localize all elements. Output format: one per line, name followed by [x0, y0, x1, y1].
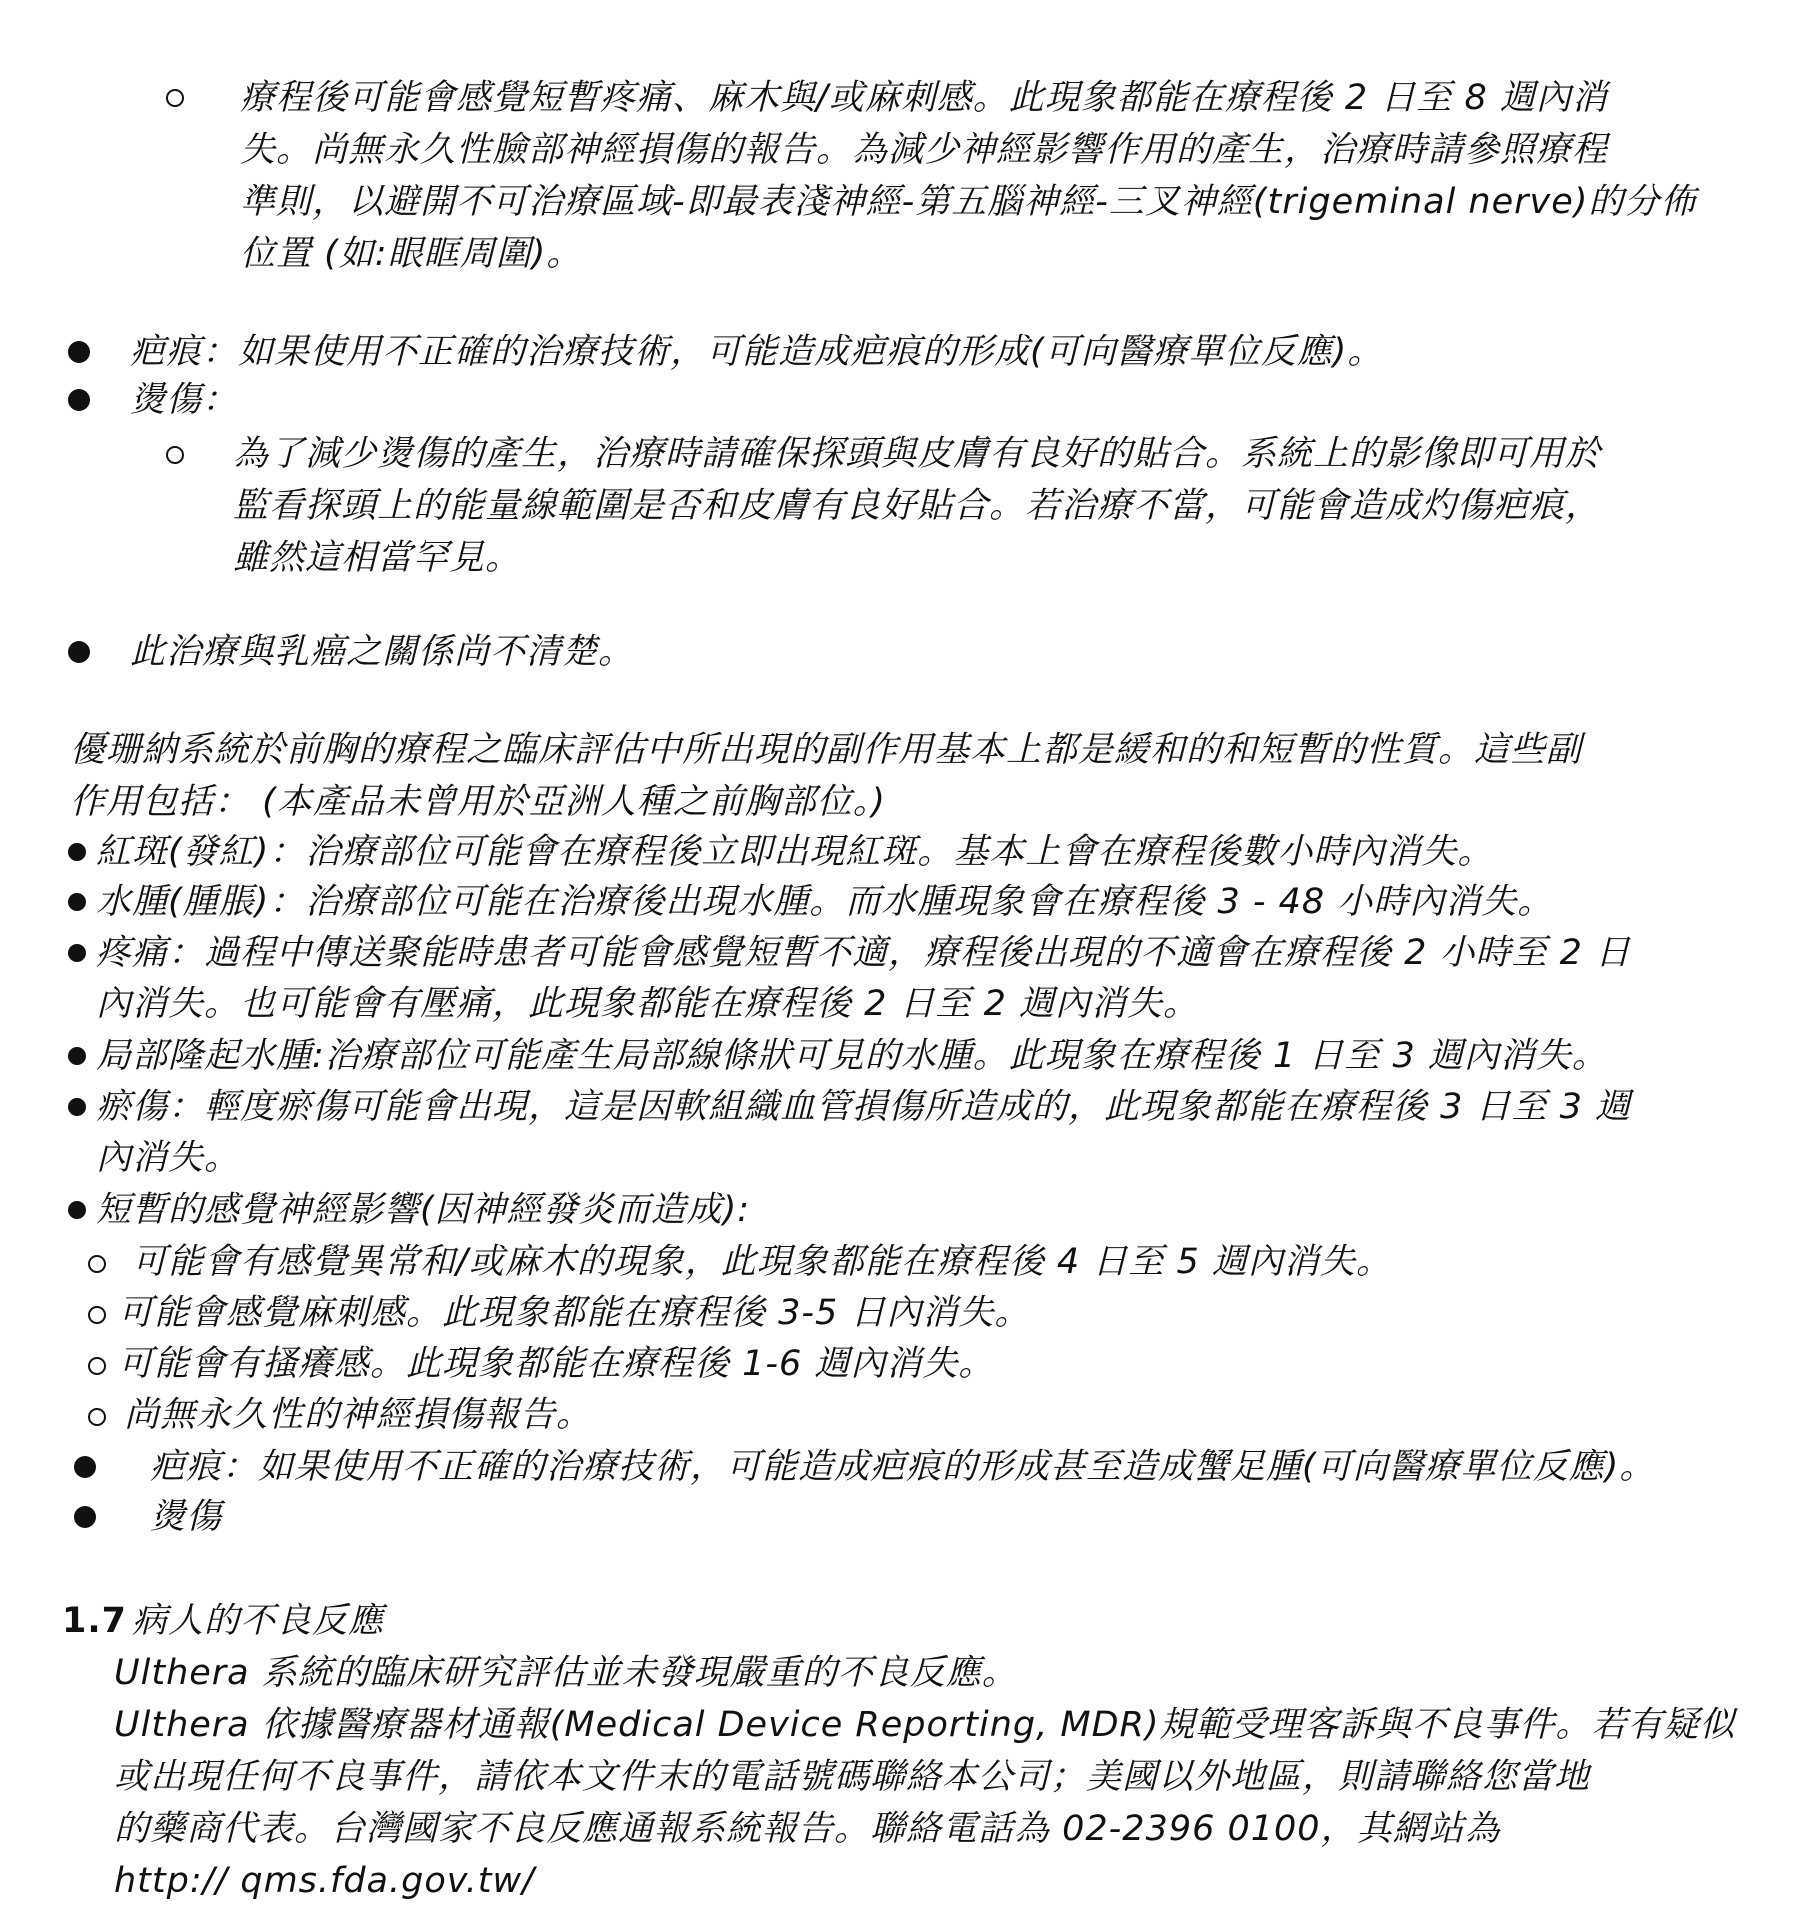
- chest-item-line: 疼痛：過程中傳送聚能時患者可能會感覺短暫不適，療程後出現的不適會在療程後 2 小時至 2 日: [96, 933, 1632, 973]
- bullet-icon: [68, 341, 90, 363]
- section-line: 的藥商代表。台灣國家不良反應通報系統報告。聯絡電話為 02-2396 0100，其網站為: [114, 1809, 1501, 1849]
- chest-item-line: 局部隆起水腫:治療部位可能產生局部線條狀可見的水腫。此現象在療程後 1 日至 3 週內消失。: [96, 1036, 1608, 1076]
- burn-bullet-2: 燙傷: [150, 1497, 223, 1537]
- sub-bullet-icon: [88, 1408, 106, 1426]
- fda-url-link[interactable]: http:// qms.fda.gov.tw/: [114, 1861, 535, 1901]
- section-number: 1.7: [62, 1601, 128, 1641]
- bullet-icon: [74, 1456, 96, 1478]
- top-sub-line: 準則，以避開不可治療區域-即最表淺神經-第五腦神經-三叉神經(trigeminal nerve)的分佈: [240, 182, 1697, 222]
- bullet-icon: [68, 641, 90, 663]
- section-line: Ulthera 依據醫療器材通報(Medical Device Reporting, MDR)規範受理客訴與不良事件。若有疑似: [114, 1705, 1736, 1745]
- bullet-icon: [74, 1506, 96, 1528]
- sub-bullet-icon: [166, 446, 184, 464]
- burn-sub-line: 為了減少燙傷的產生，治療時請確保探頭與皮膚有良好的貼合。系統上的影像即可用於: [233, 434, 1602, 474]
- chest-item-line: 內消失。也可能會有壓痛，此現象都能在療程後 2 日至 2 週內消失。: [96, 984, 1200, 1024]
- scar-bullet: 疤痕：如果使用不正確的治療技術，可能造成疤痕的形成(可向醫療單位反應)。: [130, 332, 1384, 372]
- top-sub-line: 位置 (如:眼眶周圍)。: [240, 234, 583, 274]
- nerve-sub-line: 可能會感覺麻刺感。此現象都能在療程後 3-5 日內消失。: [118, 1293, 1031, 1333]
- chest-item-line: 短暫的感覺神經影響(因神經發炎而造成):: [96, 1190, 751, 1230]
- bullet-icon: [68, 944, 86, 962]
- bullet-icon: [68, 1098, 86, 1116]
- chest-item-line: 內消失。: [96, 1138, 241, 1178]
- section-title: 病人的不良反應: [132, 1601, 385, 1641]
- bullet-icon: [68, 1047, 86, 1065]
- intro-line: 作用包括： (本產品未曾用於亞洲人種之前胸部位。): [70, 782, 886, 822]
- breast-cancer-bullet: 此治療與乳癌之關係尚不清楚。: [130, 632, 635, 672]
- section-line: Ulthera 系統的臨床研究評估並未發現嚴重的不良反應。: [114, 1653, 1018, 1693]
- top-sub-line: 失。尚無永久性臉部神經損傷的報告。為減少神經影響作用的產生，治療時請參照療程: [240, 130, 1609, 170]
- chest-item-line: 水腫(腫脹)：治療部位可能在治療後出現水腫。而水腫現象會在療程後 3 - 48 小時內消失。: [96, 882, 1554, 922]
- sub-bullet-icon: [88, 1357, 106, 1375]
- sub-bullet-icon: [88, 1255, 106, 1273]
- sub-bullet-icon: [166, 89, 184, 107]
- chest-item-line: 瘀傷：輕度瘀傷可能會出現，這是因軟組織血管損傷所造成的，此現象都能在療程後 3 日至 3 週: [96, 1087, 1632, 1127]
- bullet-icon: [68, 389, 90, 411]
- section-line: 或出現任何不良事件，請依本文件末的電話號碼聯絡本公司；美國以外地區，則請聯絡您當地: [114, 1757, 1591, 1797]
- sub-bullet-icon: [88, 1306, 106, 1324]
- nerve-sub-line: 可能會有感覺異常和/或麻木的現象，此現象都能在療程後 4 日至 5 週內消失。: [132, 1242, 1392, 1282]
- chest-item-line: 紅斑(發紅)：治療部位可能會在療程後立即出現紅斑。基本上會在療程後數小時內消失。: [96, 832, 1494, 872]
- burn-sub-line: 雖然這相當罕見。: [233, 538, 522, 578]
- bullet-icon: [68, 843, 86, 861]
- bullet-icon: [68, 893, 86, 911]
- nerve-sub-line: 可能會有搔癢感。此現象都能在療程後 1-6 週內消失。: [118, 1344, 995, 1384]
- top-sub-line: 療程後可能會感覺短暫疼痛、麻木與/或麻刺感。此現象都能在療程後 2 日至 8 週內消: [240, 78, 1608, 118]
- nerve-sub-line: 尚無永久性的神經損傷報告。: [124, 1395, 593, 1435]
- keloid-bullet: 疤痕：如果使用不正確的治療技術，可能造成疤痕的形成甚至造成蟹足腫(可向醫療單位反應)。: [150, 1447, 1656, 1487]
- burn-sub-line: 監看探頭上的能量線範圍是否和皮膚有良好貼合。若治療不當，可能會造成灼傷疤痕，: [233, 486, 1602, 526]
- intro-line: 優珊納系統於前胸的療程之臨床評估中所出現的副作用基本上都是緩和的和短暫的性質。這些副: [70, 730, 1583, 770]
- burn-bullet: 燙傷：: [130, 380, 239, 420]
- bullet-icon: [68, 1201, 86, 1219]
